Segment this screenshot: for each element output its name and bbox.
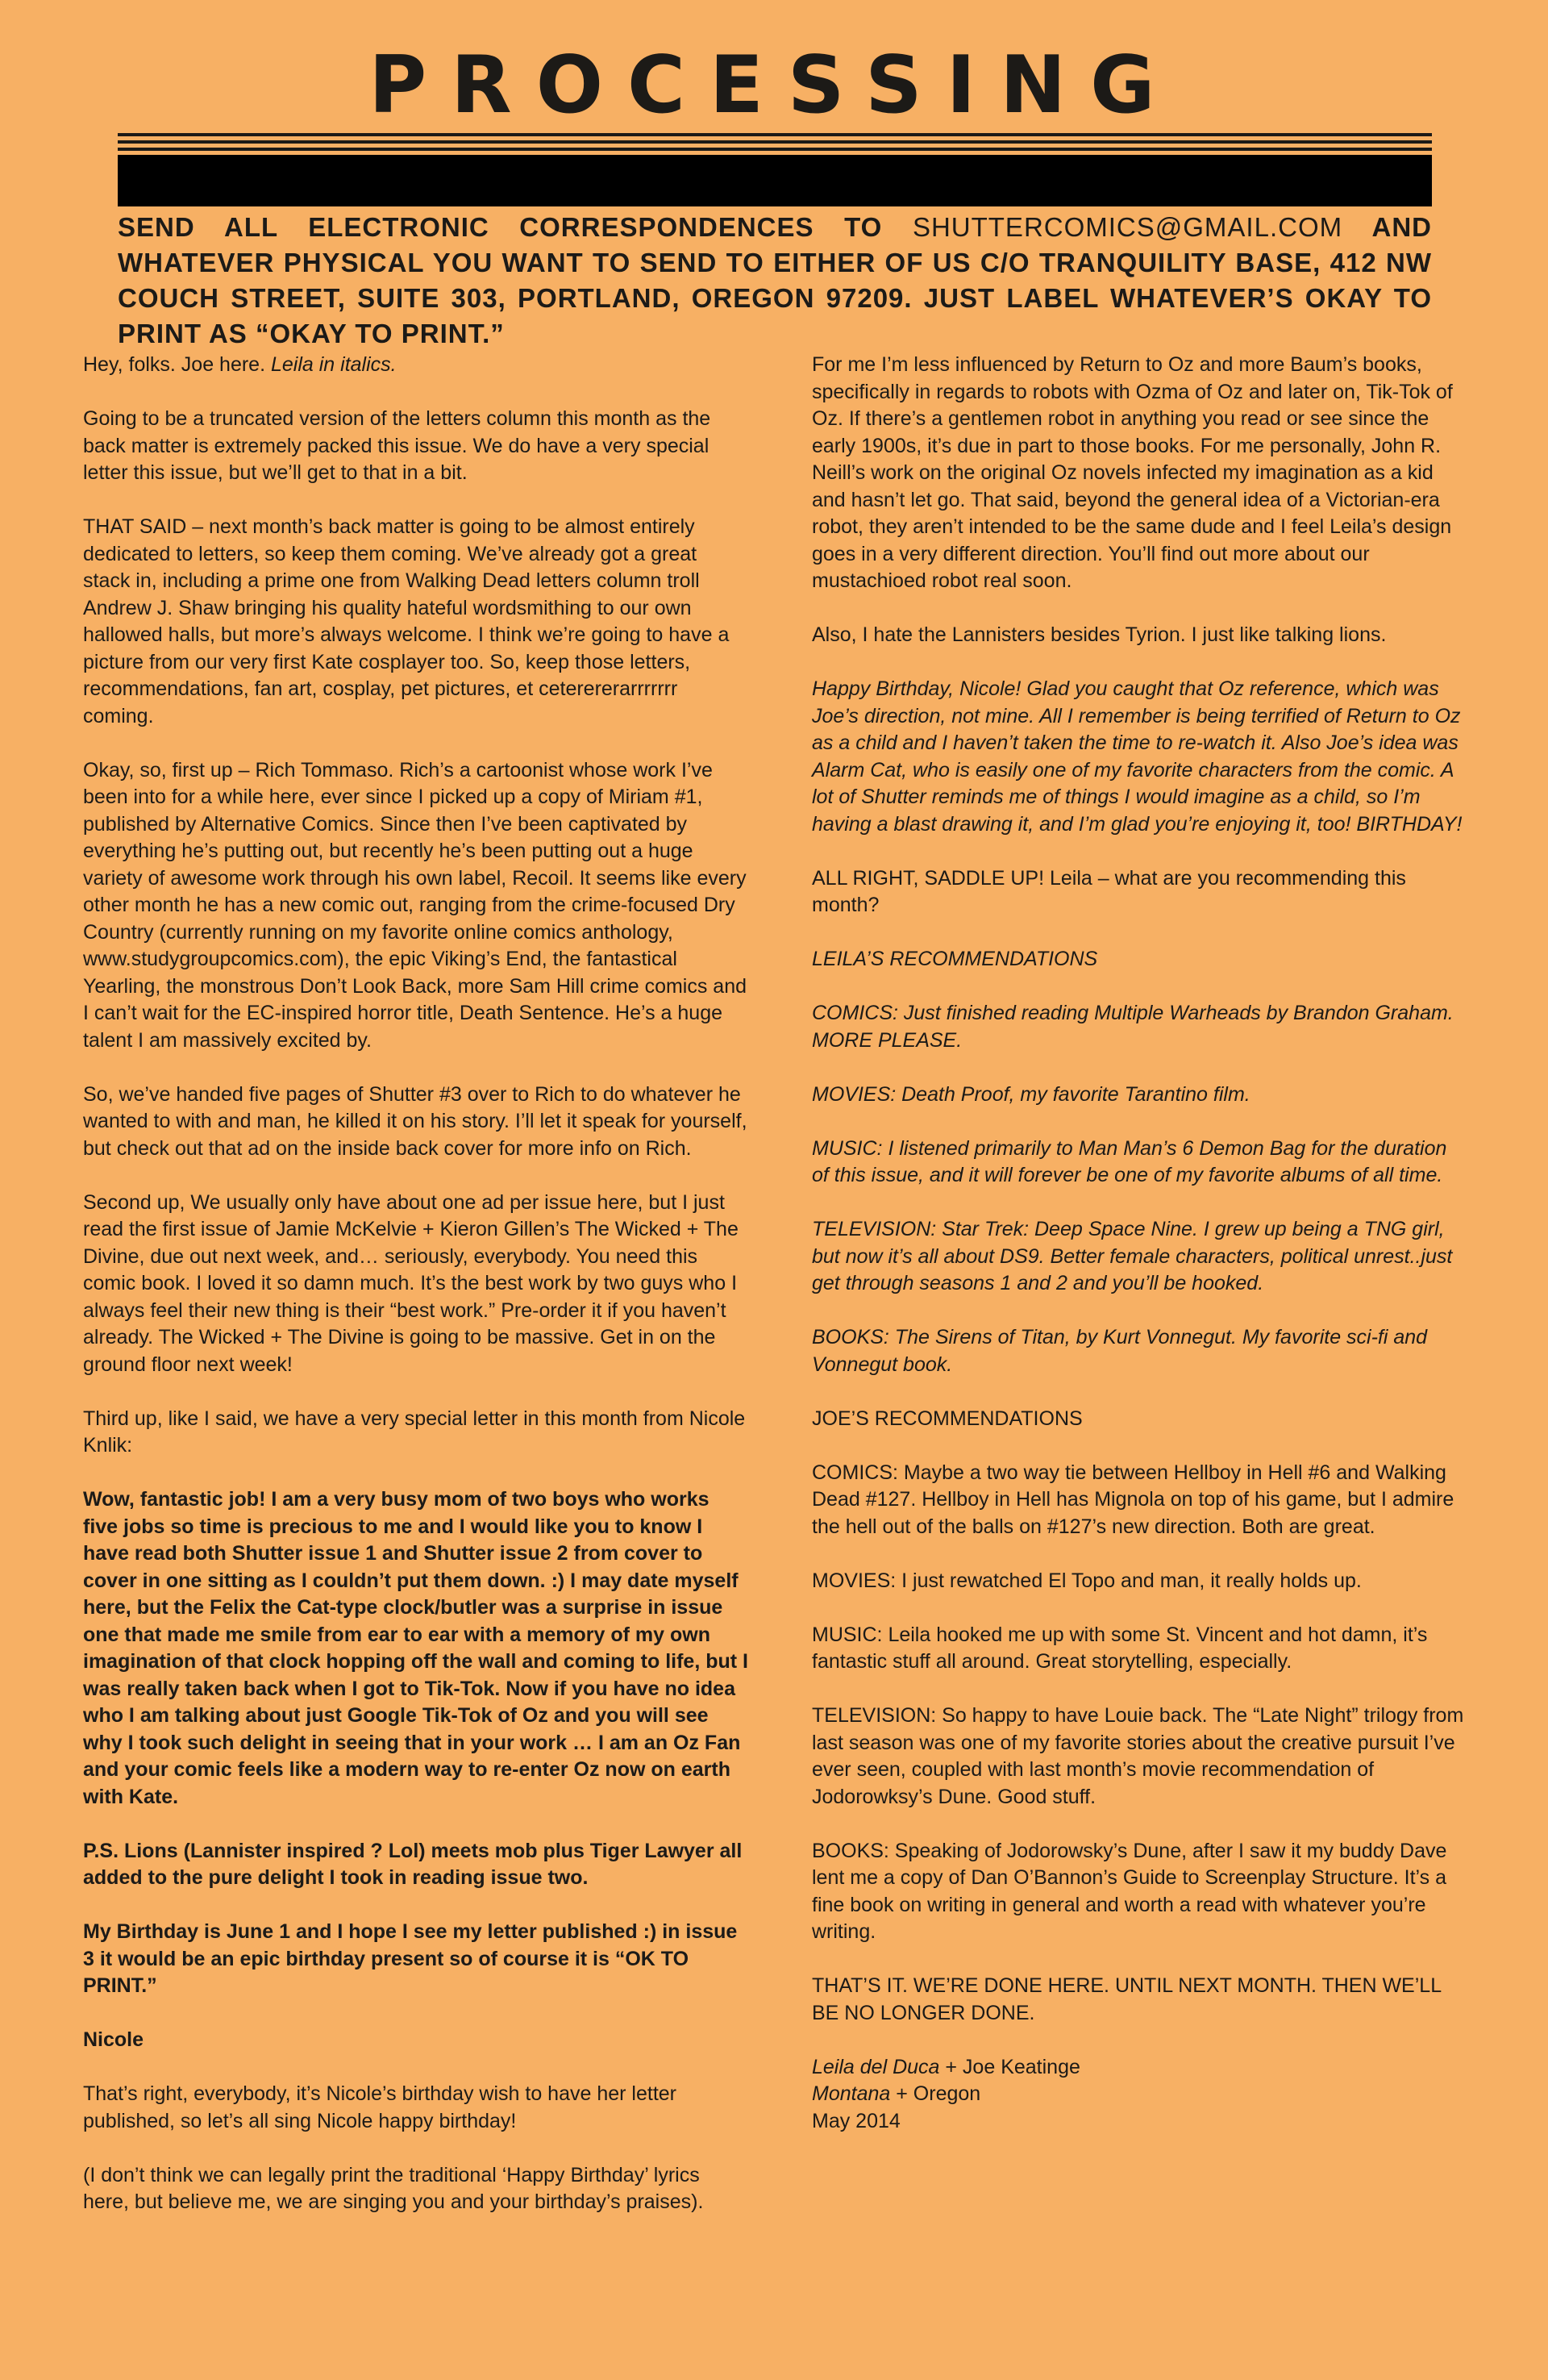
- recommendation-item: MOVIES: I just rewatched El Topo and man, it really holds up.: [812, 1569, 1362, 1592]
- right-column: [812, 352, 1467, 2135]
- left-column: [83, 352, 749, 2243]
- letter-signoff: Nicole: [83, 2028, 144, 2051]
- recommendation-item: MOVIES: Death Proof, my favorite Tarantino film.: [812, 1082, 1250, 1106]
- signature-block: [812, 2054, 1467, 2136]
- paragraph: Also, I hate the Lannisters besides Tyrion. I just like talking lions.: [812, 623, 1387, 646]
- header-bar: [118, 155, 1432, 206]
- email-address: SHUTTERCOMICS@GMAIL.COM: [912, 212, 1343, 242]
- section-heading-joe: JOE’S RECOMMENDATIONS: [812, 1407, 1083, 1430]
- paragraph: (I don’t think we can legally print the traditional ‘Happy Birthday’ lyrics here, but believe me, we are singing you and your birthday’s praises).: [83, 2163, 704, 2213]
- divider-line: [118, 140, 1432, 144]
- paragraph: THAT SAID – next month’s back matter is going to be almost entirely dedicated to letters, so keep them coming. We’ve already got a great stack in, including a prime one from Walking Dead letters column troll Andrew J. Shaw bringing his quality hateful wordsmithing to our own hallowed halls, but more’s always welcome. I think we’re going to have a picture from our very first Kate cosplayer too. So, keep those letters, recommendations, fan art, cosplay, pet pictures, et ceterererarrrrrrr coming.: [83, 515, 730, 727]
- paragraph: So, we’ve handed five pages of Shutter #3 over to Rich to do whatever he wanted to with and man, he killed it on his story. I’ll let it speak for yourself, but check out that ad on the inside back cover for more info on Rich.: [83, 1082, 747, 1160]
- signature-date: May 2014: [812, 2109, 901, 2132]
- reader-letter: Wow, fantastic job! I am a very busy mom of two boys who works five jobs so time is precious to me and I would like you to know I have read both Shutter issue 1 and Shutter issue 2 from cover to cover in one sitting as I couldn’t put them down. :) I may date myself here, but the Felix the Cat-type clock/butler was a surprise in issue one that made me smile from ear to ear with a memory of my own imagination of that clock hopping off the wall and coming to life, but I was really taken back when I got to Tik-Tok. Now if you have no idea who I am talking about just Google Tik-Tok of Oz and you will see why I took such delight in seeing that in your work … I am an Oz Fan and your comic feels like a modern way to re-enter Oz now on earth with Kate.: [83, 1488, 748, 1808]
- header-rules: [118, 133, 1432, 206]
- paragraph: Okay, so, first up – Rich Tommaso. Rich’s a cartoonist whose work I’ve been into for a while here, ever since I picked up a copy of Miriam #1, published by Alternative Comics. Since then I’ve been captivated by everything he’s putting out, but recently he’s been putting out a huge variety of awesome work through his own label, Recoil. It seems like every other month he has a new comic out, ranging from the crime-focused Dry Country (currently running on my favorite online comics anthology, www.studygroupcomics.com), the epic Viking’s End, the fantastical Yearling, the monstrous Don’t Look Back, more Sam Hill crime comics and I can’t wait for the EC-inspired horror title, Death Sentence. He’s a huge talent I am massively excited by.: [83, 758, 747, 1052]
- recommendation-item: TELEVISION: So happy to have Louie back. The “Late Night” trilogy from last season was one of my favorite stories about the creative pursuit I’ve ever seen, coupled with last month’s movie recommendation of Jodorowksy’s Dune. Good stuff.: [812, 1704, 1464, 1808]
- recommendation-item: MUSIC: Leila hooked me up with some St. Vincent and hot damn, it’s fantastic stuff all around. Great storytelling, especially.: [812, 1623, 1428, 1673]
- greeting-text: Hey, folks. Joe here.: [83, 353, 266, 376]
- signature-place: + Oregon: [896, 2082, 981, 2105]
- greeting: [83, 352, 749, 379]
- signature-name: + Joe Keatinge: [945, 2055, 1080, 2078]
- closing-line: THAT’S IT. WE’RE DONE HERE. UNTIL NEXT MONTH. THEN WE’LL BE NO LONGER DONE.: [812, 1974, 1442, 2024]
- paragraph: For me I’m less influenced by Return to Oz and more Baum’s books, specifically in regards to robots with Ozma of Oz and later on, Tik-Tok of Oz. If there’s a gentlemen robot in anything you read or see since the early 1900s, it’s due in part to those books. For me personally, John R. Neill’s work on the original Oz novels infected my imagination as a kid and hasn’t let go. That said, beyond the general idea of a Victorian-era robot, they aren’t intended to be the same dude and I feel Leila’s design goes in a very different direction. You’ll find out more about our mustachioed robot real soon.: [812, 353, 1453, 592]
- recommendation-item: MUSIC: I listened primarily to Man Man’s 6 Demon Bag for the duration of this issue, and it will forever be one of my favorite albums of all time.: [812, 1136, 1447, 1186]
- greeting-italic: Leila in italics.: [270, 353, 397, 376]
- recommendation-item: BOOKS: The Sirens of Titan, by Kurt Vonnegut. My favorite sci-fi and Vonnegut book.: [812, 1326, 1428, 1376]
- signature-name-italic: Leila del Duca: [812, 2055, 940, 2078]
- divider-line: [118, 148, 1432, 151]
- paragraph: That’s right, everybody, it’s Nicole’s birthday wish to have her letter published, so let’s all sing Nicole happy birthday!: [83, 2082, 676, 2132]
- reader-letter: My Birthday is June 1 and I hope I see my letter published :) in issue 3 it would be an epic birthday present so of course it is “OK TO PRINT.”: [83, 1920, 738, 1997]
- recommendation-item: COMICS: Maybe a two way tie between Hellboy in Hell #6 and Walking Dead #127. Hellboy in Hell has Mignola on top of his game, but I admire the hell out of the balls on #127’s new direction. Both are great.: [812, 1461, 1454, 1538]
- recommendation-item: COMICS: Just finished reading Multiple Warheads by Brandon Graham. MORE PLEASE.: [812, 1002, 1454, 1052]
- paragraph: Second up, We usually only have about one ad per issue here, but I just read the first issue of Jamie McKelvie + Kieron Gillen’s The Wicked + The Divine, due out next week, and… seriously, everybody. You need this comic book. I loved it so damn much. It’s the best work by two guys who I always feel their new thing is their “best work.” Pre-order it if you haven’t already. The Wicked + The Divine is going to be massive. Get in on the ground floor next week!: [83, 1190, 739, 1376]
- recommendation-item: BOOKS: Speaking of Jodorowsky’s Dune, after I saw it my buddy Dave lent me a copy of Dan O’Bannon’s Guide to Screenplay Structure. It’s a fine book on writing in general and worth a read with whatever you’re writing.: [812, 1839, 1447, 1943]
- intro-text: SEND ALL ELECTRONIC CORRESPONDENCES TO: [118, 212, 883, 242]
- signature-place-italic: Montana: [812, 2082, 891, 2105]
- recommendation-item: TELEVISION: Star Trek: Deep Space Nine. I grew up being a TNG girl, but now it’s all about DS9. Better female characters, political unrest..just get through seasons 1 and 2 and you’ll be hooked.: [812, 1218, 1453, 1294]
- paragraph: Third up, like I said, we have a very special letter in this month from Nicole Knlik:: [83, 1407, 746, 1457]
- submission-instructions: [118, 210, 1432, 352]
- intro-text: AND WHATEVER PHYSICAL YOU WANT TO SEND TO EITHER OF US C/O TRANQUILITY BASE, 412 NW COUCH STREET, SUITE 303, PORTLAND, OREGON 97209. JUST LABEL WHATEVER’S OKAY TO PRINT AS “OKAY TO PRINT.”: [118, 212, 1432, 348]
- leila-reply: Happy Birthday, Nicole! Glad you caught that Oz reference, which was Joe’s direction, not mine. All I remember is being terrified of Return to Oz as a child and I haven’t taken the time to re-watch it. Also Joe’s idea was Alarm Cat, who is easily one of my favorite characters from the comic. A lot of Shutter reminds me of things I would imagine as a child, so I’m having a blast drawing it, and I’m glad you’re enjoying it, too! BIRTHDAY!: [812, 677, 1463, 836]
- divider-line: [118, 133, 1432, 136]
- paragraph: Going to be a truncated version of the letters column this month as the back matter is extremely packed this issue. We do have a very special letter this issue, but we’ll get to that in a bit.: [83, 407, 711, 484]
- page-title: PROCESSING: [368, 40, 1180, 131]
- paragraph: ALL RIGHT, SADDLE UP! Leila – what are you recommending this month?: [812, 866, 1406, 916]
- reader-letter: P.S. Lions (Lannister inspired ? Lol) meets mob plus Tiger Lawyer all added to the pure delight I took in reading issue two.: [83, 1839, 743, 1889]
- section-heading-leila: LEILA’S RECOMMENDATIONS: [812, 948, 1098, 970]
